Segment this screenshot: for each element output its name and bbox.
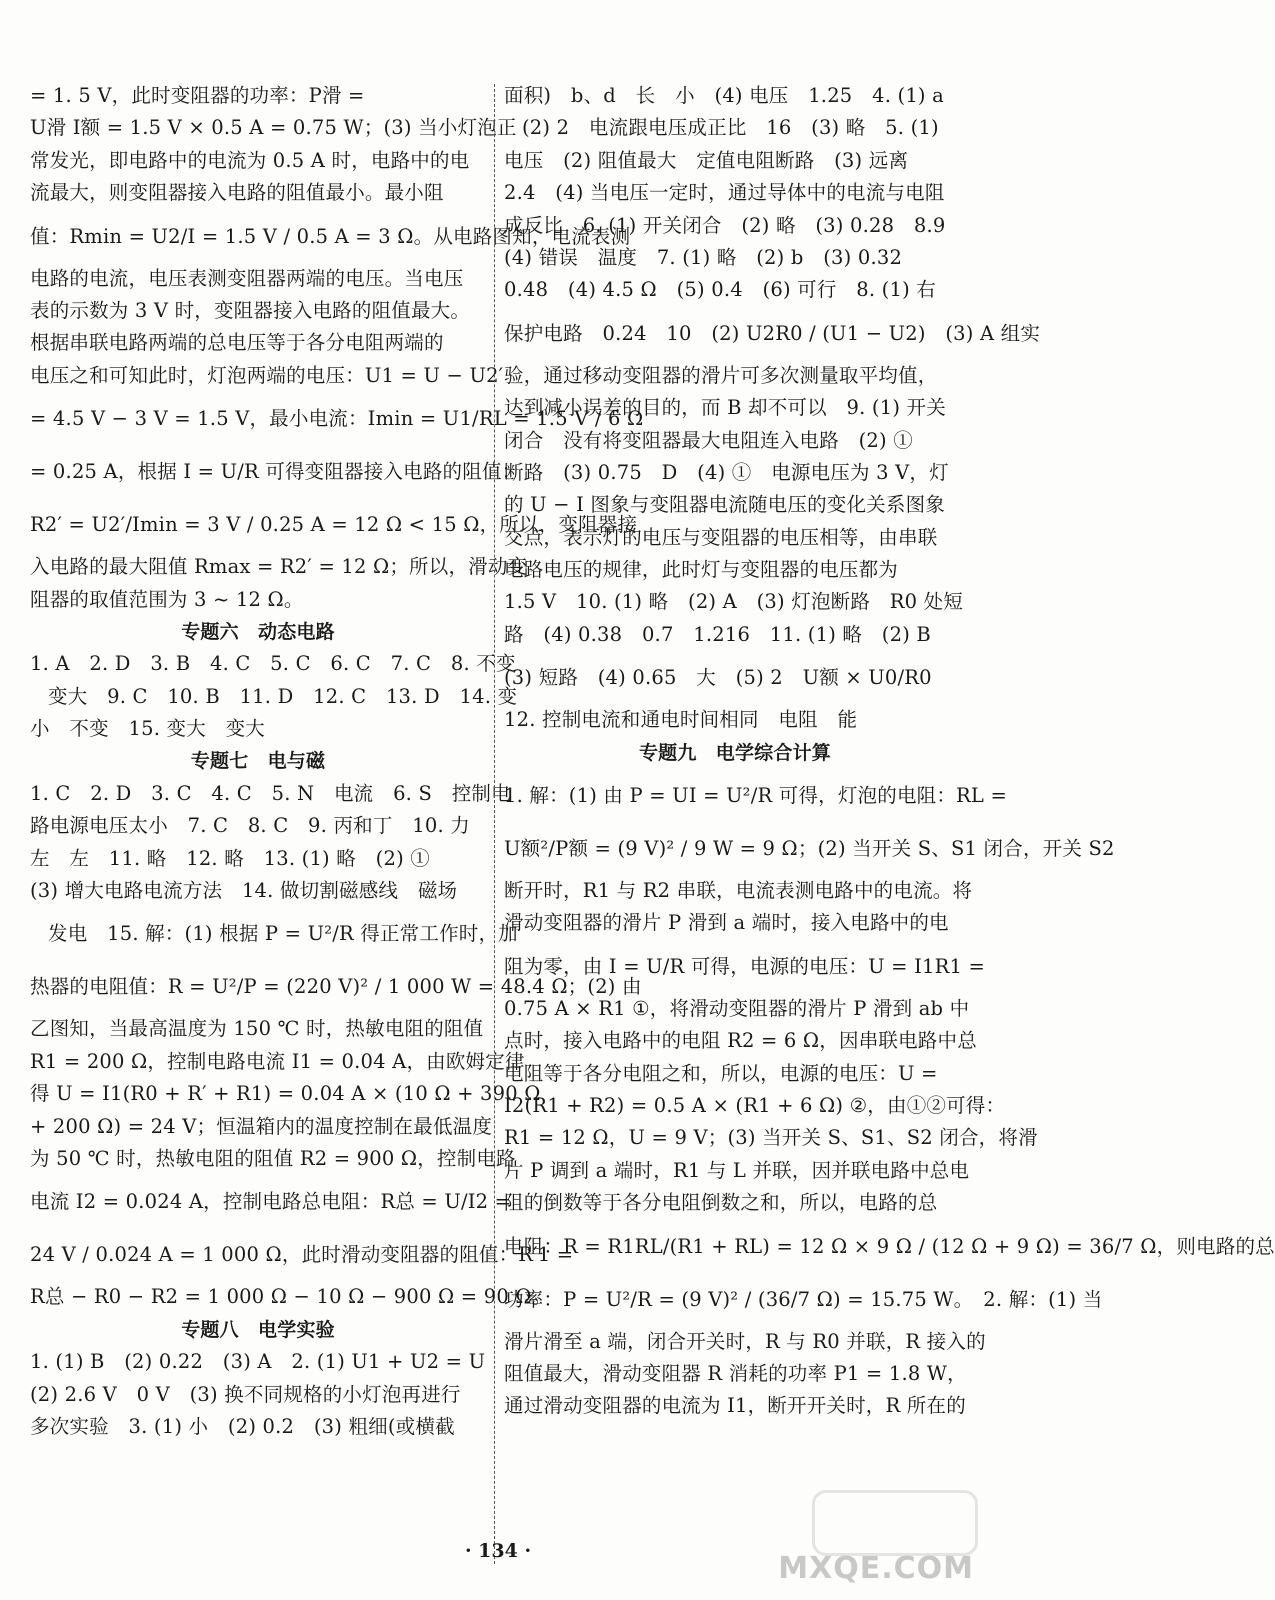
right-line: 交点，表示灯的电压与变阻器的电压相等，由串联 (504, 525, 938, 549)
right-line: I2(R1 + R2) = 0.5 A × (R1 + 6 Ω) ②，由①②可得： (504, 1093, 1006, 1117)
right-column (504, 80, 1275, 1423)
left-line: = 1. 5 V，此时变阻器的功率：P滑 = (30, 84, 365, 107)
column-divider (494, 84, 495, 1564)
watermark-logo (778, 1490, 978, 1586)
left-line: 流最大，则变阻器接入电路的阻值最小。最小阻 (30, 181, 444, 205)
right-line: 点时，接入电路中的电阻 R2 = 6 Ω，因串联电路中总 (504, 1029, 977, 1053)
left-line: 为 50 ℃ 时，热敏电阻的阻值 R2 = 900 Ω，控制电路 (30, 1146, 516, 1170)
right-line: 面积) b、d 长 小 (4) 电压 1.25 4. (1) a (504, 84, 944, 107)
right-line: 片 P 调到 a 端时，R1 与 L 并联，因并联电路中总电 (504, 1158, 970, 1182)
left-line: 电压之和可知此时，灯泡两端的电压：U1 = U − U2′ (30, 363, 504, 387)
left-line: 根据串联电路两端的总电压等于各分电阻两端的 (30, 331, 444, 355)
left-line: R2′ = U2′/Imin = 3 V / 0.25 A = 12 Ω < 15 Ω，所以，变阻器接 (30, 513, 638, 537)
left-line: 电流 I2 = 0.024 A，控制电路总电阻：R总 = U/I2 = (30, 1190, 512, 1214)
left-line: 1. C 2. D 3. C 4. C 5. N 电流 6. S 控制电 (30, 781, 511, 805)
left-line: 发电 15. 解：(1) 根据 P = U²/R 得正常工作时，加 (48, 922, 518, 946)
right-line: 断路 (3) 0.75 D (4) ① 电源电压为 3 V，灯 (504, 460, 949, 484)
left-column (30, 80, 644, 1443)
right-line: 电阻：R = R1RL/(R1 + RL) = 12 Ω × 9 Ω / (12 Ω + 9 Ω) = 36/7 Ω，则电路的总 (504, 1234, 1275, 1258)
right-line: 断开时，R1 与 R2 串联，电流表测电路中的电流。将 (504, 879, 973, 903)
right-line: 达到减小误差的目的，而 B 却不可以 9. (1) 开关 (504, 396, 946, 420)
right-line: 0.48 (4) 4.5 Ω (5) 0.4 (6) 可行 8. (1) 右 (504, 278, 936, 302)
right-line: 阻值最大，滑动变阻器 R 消耗的功率 P1 = 1.8 W， (504, 1361, 967, 1385)
watermark-text: MXQE.COM (778, 1551, 974, 1586)
right-line: 0.75 A × R1 ①，将滑动变阻器的滑片 P 滑到 ab 中 (504, 996, 970, 1020)
right-line: 12. 控制电流和通电时间相同 电阻 能 (504, 708, 858, 732)
left-line: 电路的电流，电压表测变阻器两端的电压。当电压 (30, 266, 464, 290)
right-line: 验，通过移动变阻器的滑片可多次测量取平均值， (504, 363, 938, 387)
left-line: 变大 9. C 10. B 11. D 12. C 13. D 14. 变 (48, 684, 518, 708)
left-line: 常发光，即电路中的电流为 0.5 A 时，电路中的电 (30, 148, 470, 172)
left-line: R1 = 200 Ω，控制电路电流 I1 = 0.04 A，由欧姆定律 (30, 1049, 525, 1073)
left-line: (2) 2.6 V 0 V (3) 换不同规格的小灯泡再进行 (30, 1382, 461, 1406)
right-line: 阻的倒数等于各分电阻倒数之和，所以，电路的总 (504, 1191, 938, 1215)
right-line: 1. 解：(1) 由 P = UI = U²/R 可得，灯泡的电阻：RL = (504, 784, 1008, 808)
right-line: 路 (4) 0.38 0.7 1.216 11. (1) 略 (2) B (504, 622, 931, 646)
left-line: 路电源电压太小 7. C 8. C 9. 丙和丁 10. 力 (30, 814, 470, 838)
left-line: 小 不变 15. 变大 变大 (30, 717, 266, 741)
right-line: 电压 (2) 阻值最大 定值电阻断路 (3) 远离 (504, 148, 909, 172)
right-line: 2.4 (4) 当电压一定时，通过导体中的电流与电阻 (504, 181, 945, 205)
left-line: 值：Rmin = U2/I = 1.5 V / 0.5 A = 3 Ω。从电路图知，电流表测 (30, 224, 631, 248)
right-line: (3) 短路 (4) 0.65 大 (5) 2 U额 × U0/R0 (504, 666, 932, 690)
left-line: 表的示数为 3 V 时，变阻器接入电路的阻值最大。 (30, 298, 471, 322)
left-line: 1. A 2. D 3. B 4. C 5. C 6. C 7. C 8. 不变 (30, 652, 516, 676)
left-line: 入电路的最大阻值 Rmax = R2′ = 12 Ω；所以，滑动变 (30, 555, 528, 579)
right-line: (4) 错误 温度 7. (1) 略 (2) b (3) 0.32 (504, 245, 903, 269)
left-line: 多次实验 3. (1) 小 (2) 0.2 (3) 粗细(或横截 (30, 1414, 455, 1438)
right-line: 保护电路 0.24 10 (2) U2R0 / (U1 − U2) (3) A 组实 (504, 321, 1041, 345)
section-heading: 专题八 电学实验 (181, 1318, 335, 1341)
left-line: = 4.5 V − 3 V = 1.5 V，最小电流：Imin = U1/RL = 1.5 V / 6 Ω (30, 407, 644, 431)
left-line: 24 V / 0.024 A = 1 000 Ω，此时滑动变阻器的阻值：R′1 = (30, 1243, 574, 1267)
right-line: 成反比 6. (1) 开关闭合 (2) 略 (3) 0.28 8.9 (504, 213, 946, 237)
right-line: 的 U − I 图象与变阻器电流随电压的变化关系图象 (504, 493, 945, 517)
right-line: 通过滑动变阻器的电流为 I1，断开开关时，R 所在的 (504, 1394, 966, 1418)
watermark-badge-icon (812, 1490, 978, 1556)
left-line: 阻器的取值范围为 3 ~ 12 Ω。 (30, 587, 304, 611)
section-heading: 专题七 电与磁 (190, 750, 326, 773)
right-line: 功率：P = U²/R = (9 V)² / (36/7 Ω) = 15.75 W。 2. 解：(1) 当 (504, 1287, 1103, 1311)
right-line: 1.5 V 10. (1) 略 (2) A (3) 灯泡断路 R0 处短 (504, 590, 964, 614)
left-line: 热器的电阻值：R = U²/P = (220 V)² / 1 000 W = 48.4 Ω；(2) 由 (30, 975, 642, 999)
right-line: 电阻等于各分电阻之和，所以，电源的电压：U = (504, 1061, 938, 1085)
right-line: 闭合 没有将变阻器最大电阻连入电路 (2) ① (504, 428, 913, 452)
right-line: (2) 2 电流跟电压成正比 16 (3) 略 5. (1) (522, 116, 939, 140)
left-line: 得 U = I1(R0 + R′ + R1) = 0.04 A × (10 Ω + 390 Ω (30, 1082, 541, 1106)
section-heading: 专题九 电学综合计算 (638, 741, 831, 764)
page-number: · 134 · (464, 1540, 532, 1562)
left-line: 乙图知，当最高温度为 150 ℃ 时，热敏电阻的阻值 (30, 1017, 484, 1041)
right-line: U额²/P额 = (9 V)² / 9 W = 9 Ω；(2) 当开关 S、S1 闭合，开关 S2 (504, 837, 1115, 861)
left-line: U滑 I额 = 1.5 V × 0.5 A = 0.75 W；(3) 当小灯泡正 (30, 116, 517, 140)
right-line: 电路电压的规律，此时灯与变阻器的电压都为 (504, 558, 899, 582)
left-line: + 200 Ω) = 24 V；恒温箱内的温度控制在最低温度 (30, 1114, 493, 1138)
left-line: R总 − R0 − R2 = 1 000 Ω − 10 Ω − 900 Ω = 90 Ω。 (30, 1285, 552, 1309)
right-line: R1 = 12 Ω，U = 9 V；(3) 当开关 S、S1、S2 闭合，将滑 (504, 1126, 1038, 1150)
left-line: 左 左 11. 略 12. 略 13. (1) 略 (2) ① (30, 846, 430, 870)
left-line: (3) 增大电路电流方法 14. 做切割磁感线 磁场 (30, 879, 458, 903)
section-heading: 专题六 动态电路 (181, 620, 335, 643)
left-line: = 0.25 A，根据 I = U/R 可得变阻器接入电路的阻值： (30, 460, 522, 484)
right-line: 阻为零，由 I = U/R 可得，电源的电压：U = I1R1 = (504, 954, 986, 978)
right-line: 滑片滑至 a 端，闭合开关时，R 与 R0 并联，R 接入的 (504, 1329, 986, 1353)
right-line: 滑动变阻器的滑片 P 滑到 a 端时，接入电路中的电 (504, 911, 949, 935)
left-line: 1. (1) B (2) 0.22 (3) A 2. (1) U1 + U2 = U (30, 1350, 486, 1374)
